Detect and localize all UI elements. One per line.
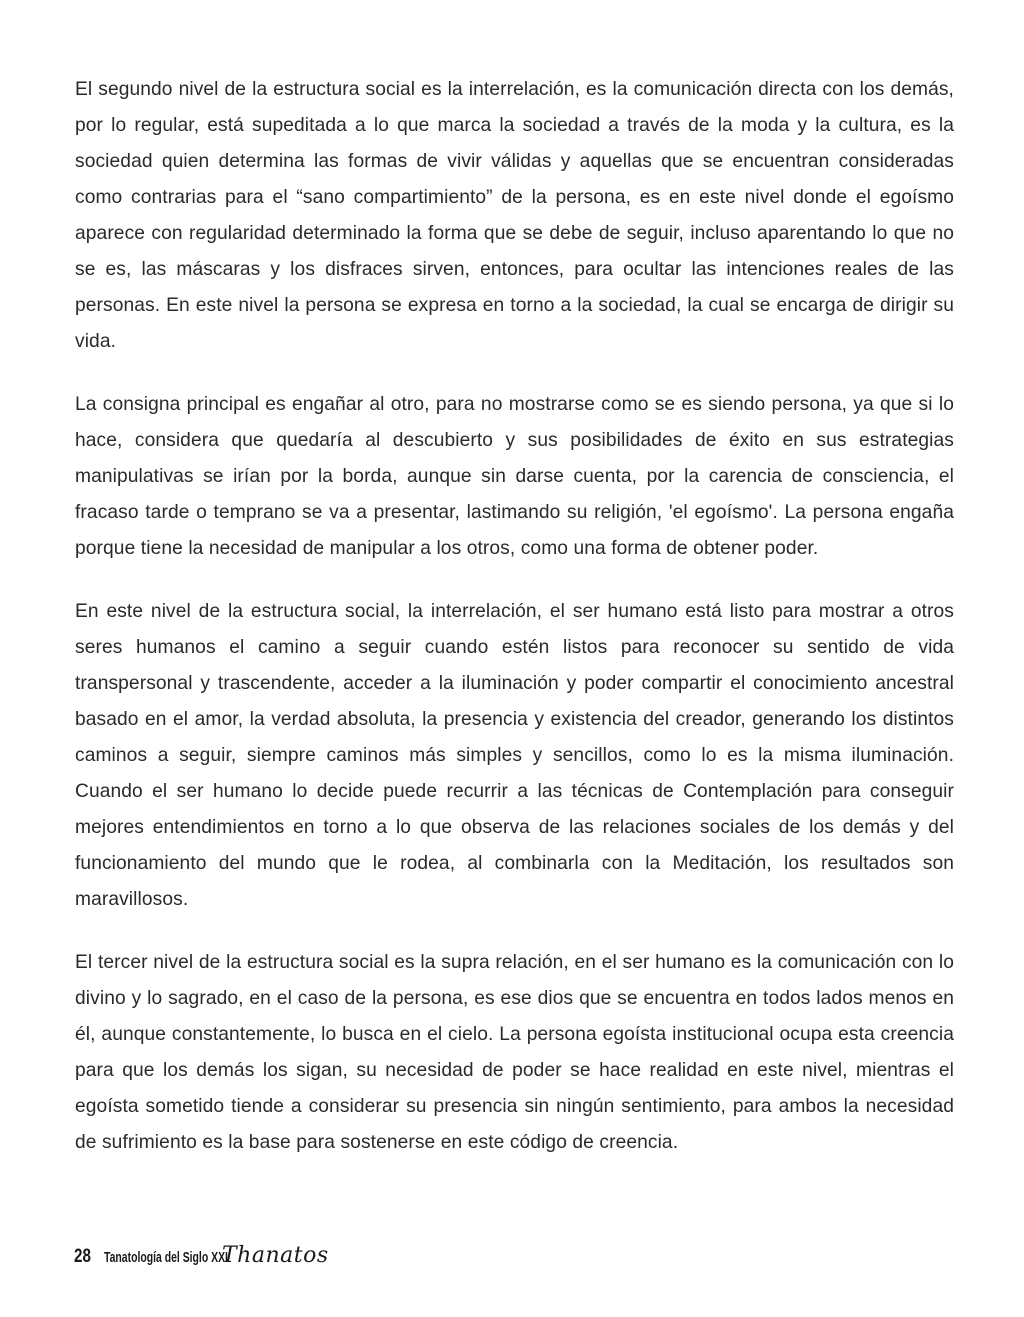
publication-title: Tanatología del Siglo XXI: [104, 1250, 228, 1266]
paragraph-3: En este nivel de la estructura social, la interrelación, el ser humano está listo para mostrar a otros seres humanos el camino a seguir cuando estén listos para reconocer su sentido de vida transpersonal y trascendente, acceder a la iluminación y poder compartir el conocimiento ancestral basado en el amor, la verdad absoluta, la presencia y existencia del creador, generando los distintos caminos a seguir, siempre caminos más simples y sencillos, como lo es la misma iluminación. Cuando el ser humano lo decide puede recurrir a las técnicas de Contemplación para conseguir mejores entendimientos en torno a lo que observa de las relaciones sociales de los demás y del funcionamiento del mundo que le rodea, al combinarla con la Meditación, los resultados son maravillosos.: [75, 601, 954, 910]
page-body: [75, 72, 954, 1161]
paragraph-2: La consigna principal es engañar al otro, para no mostrarse como se es siendo persona, ya que si lo hace, considera que quedaría al descubierto y sus posibilidades de éxito en sus estrategias manipulativas se irían por la borda, aunque sin darse cuenta, por la carencia de consciencia, el fracaso tarde o temprano se va a presentar, lastimando su religión, 'el egoísmo'. La persona engaña porque tiene la necesidad de manipular a los otros, como una forma de obtener poder.: [75, 394, 954, 559]
paragraph-4: El tercer nivel de la estructura social es la supra relación, en el ser humano es la comunicación con lo divino y lo sagrado, en el caso de la persona, es ese dios que se encuentra en todos lados menos en él, aunque constantemente, lo busca en el cielo. La persona egoísta institucional ocupa esta creencia para que los demás los sigan, su necesidad de poder se hace realidad en este nivel, mientras el egoísta sometido tiende a considerar su presencia sin ningún sentimiento, para ambos la necesidad de sufrimiento es la base para sostenerse en este código de creencia.: [75, 952, 954, 1153]
page-number: 28: [74, 1246, 91, 1267]
paragraph-1: El segundo nivel de la estructura social es la interrelación, es la comunicación directa con los demás, por lo regular, está supeditada a lo que marca la sociedad a través de la moda y la cultura, es la sociedad quien determina las formas de vivir válidas y aquellas que se encuentran consideradas como contrarias para el “sano compartimiento” de la persona, es en este nivel donde el egoísmo aparece con regularidad determinado la forma que se debe de seguir, incluso aparentando lo que no se es, las máscaras y los disfraces sirven, entonces, para ocultar las intenciones reales de las personas. En este nivel la persona se expresa en torno a la sociedad, la cual se encarga de dirigir su vida.: [75, 79, 954, 352]
publication-brand: Thanatos: [222, 1243, 329, 1268]
page-footer: [74, 1243, 329, 1277]
